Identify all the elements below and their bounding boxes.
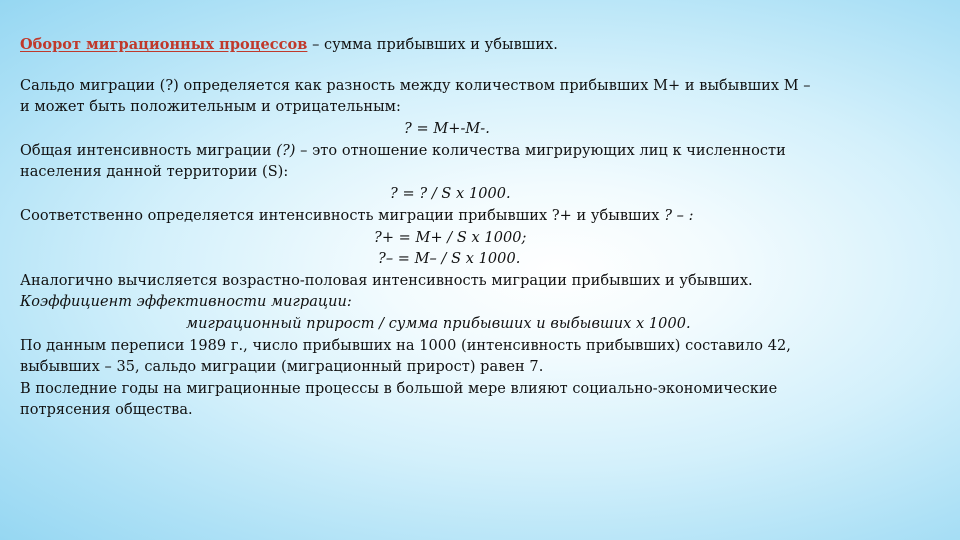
turnover-definition-line: [20, 34, 558, 56]
census-line-2: выбывших – 35, сальдо миграции (миграционный прирост) равен 7.: [20, 359, 544, 375]
net-migration-formula: ? = М+-М-.: [404, 121, 490, 137]
total-intensity-rest: – это отношение количества мигрирующих лиц к численности: [295, 143, 786, 159]
recent-years-line-1: В последние годы на миграционные процессы в большой мере влияют социально-экономические: [20, 381, 778, 397]
turnover-term: Оборот миграционных процессов: [20, 36, 308, 53]
turnover-definition: – сумма прибывших и убывших.: [307, 37, 558, 53]
census-line-1: По данным переписи 1989 г., число прибывших на 1000 (интенсивность прибывших) составило 42,: [20, 338, 791, 354]
arrival-intensity-formula: ?+ = М+ / S x 1000;: [374, 230, 527, 246]
efficiency-coefficient-formula: миграционный прирост / сумма прибывших и выбывших х 1000.: [186, 316, 691, 332]
total-intensity-line-2: населения данной территории (S):: [20, 164, 289, 180]
recent-years-line-2: потрясения общества.: [20, 402, 193, 418]
arrival-departure-intensity-lead: Соответственно определяется интенсивность миграции прибывших ?+ и убывших: [20, 208, 665, 224]
departure-intensity-formula: ?– = М– / S x 1000.: [378, 251, 521, 267]
net-migration-line-2: и может быть положительным и отрицательным:: [20, 99, 401, 115]
total-intensity-lead: Общая интенсивность миграции: [20, 143, 277, 159]
total-intensity-symbol: (?): [276, 143, 296, 159]
departure-symbol: ? – :: [664, 208, 694, 224]
efficiency-coefficient-label: Коэффициент эффективности миграции:: [20, 294, 352, 310]
net-migration-line-1: Сальдо миграции (?) определяется как разность между количеством прибывших М+ и выбывших М –: [20, 78, 811, 94]
arrival-departure-intensity-line: [20, 206, 694, 227]
total-intensity-formula: ? = ? / S x 1000.: [390, 186, 511, 202]
total-intensity-line-1: [20, 141, 786, 162]
age-sex-intensity-line: Аналогично вычисляется возрастно-половая интенсивность миграции прибывших и убывших.: [20, 273, 753, 289]
